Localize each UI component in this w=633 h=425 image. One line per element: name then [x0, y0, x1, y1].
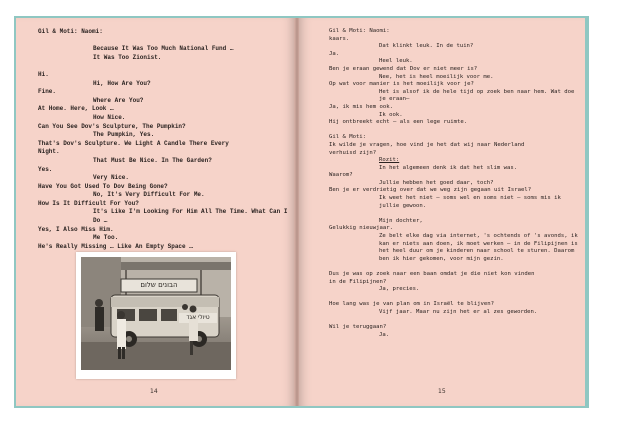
bus-side-text: טיולי אגד	[186, 314, 210, 321]
dialogue-line: kaars.	[329, 35, 350, 42]
answer-line: That Must Be Nice. In The Garden?	[93, 156, 212, 164]
answer-line: Ze belt elke dag via internet, 's ochtends of 's avonds, ik	[379, 233, 578, 240]
dialogue-line: verhuisd zijn?	[329, 149, 377, 156]
answer-line: het heel duur om je kinderen naar school te sturen. Daarom	[379, 248, 575, 255]
answer-line: Very Nice.	[93, 174, 130, 182]
answer-line: kan er niets aan doen, ik moet werken — in de Filipijnen is	[379, 240, 578, 247]
answer-line: Me Too.	[93, 234, 119, 242]
bus-sign-text: הבונים שלום	[140, 281, 178, 289]
answer-line: je eraan–	[379, 96, 410, 103]
answer-line: Ja, precies.	[379, 286, 420, 293]
answer-line: Rozit:	[379, 157, 400, 164]
answer-line: Jullie hebben het goed daar, toch?	[379, 179, 494, 186]
dialogue-line: Ja, ik mis hem ook.	[329, 103, 393, 110]
answer-line: Ik ook.	[379, 111, 403, 118]
answer-line: Vijf jaar. Maar nu zijn het er al zes geworden.	[379, 308, 538, 315]
dialogue-line: Wil je teruggaan?	[329, 324, 387, 331]
dialogue-line: Ik wilde je vragen, hoe vind je het dat wij naar Nederland	[329, 141, 525, 148]
answer-line: It Was Too Zionist.	[93, 53, 162, 61]
dialogue-line: Can You See Dov's Sculpture, The Pumpkin?	[38, 122, 186, 130]
answer-line: Because It Was Too Much National Fund …	[93, 45, 234, 53]
left-page-text	[38, 28, 290, 251]
answer-line: How Nice.	[93, 113, 126, 121]
dialogue-line: Fine.	[38, 88, 57, 96]
dialogue-line: Gil & Moti: Naomi:	[329, 28, 390, 34]
dialogue-line: Yes, I Also Miss Him.	[38, 225, 114, 233]
dialogue-line: Gelukkig nieuwjaar.	[329, 225, 393, 232]
blank-line	[38, 37, 290, 46]
answer-line: jullie gewoon.	[379, 202, 427, 209]
answer-line: In het algemeen denk ik dat het slim was.	[379, 164, 518, 171]
answer-line: Ik weet het niet — soms wel en soms niet — soms mis ik	[379, 195, 561, 202]
answer-line: The Pumpkin, Yes.	[93, 131, 155, 139]
dialogue-line: At Home. Here, Look …	[38, 105, 114, 113]
blank-line	[329, 210, 574, 218]
answer-line: Heel leuk.	[379, 58, 413, 65]
dialogue-line: Night.	[38, 148, 60, 156]
dialogue-line: Ben je er verdrietig over dat we weg zijn gegaan uit Israel?	[329, 187, 532, 194]
dialogue-line: Hi.	[38, 70, 49, 78]
dialogue-line: Yes.	[38, 165, 53, 173]
answer-line: Hi, How Are You?	[93, 79, 151, 87]
blank-line	[329, 317, 574, 325]
right-page	[299, 18, 585, 406]
dialogue-line: That's Dov's Sculpture. We Light A Candle There Every	[38, 139, 229, 147]
dialogue-line: Have You Got Used To Dov Being Gone?	[38, 182, 168, 190]
left-page	[16, 18, 295, 406]
dialogue-line: Gil & Moti: Naomi:	[38, 28, 103, 35]
right-page-text	[329, 28, 578, 339]
blank-line	[329, 263, 574, 271]
dialogue-line: in de Filipijnen?	[329, 278, 387, 285]
answer-line: Nee, het is heel moeilijk voor me.	[379, 73, 494, 80]
answer-line: Dat klinkt leuk. In de tuin?	[379, 43, 474, 50]
dialogue-line: Op wat voor manier is het moeilijk voor je?	[329, 81, 474, 88]
blank-line	[329, 127, 574, 135]
dialogue-line: Ben je eraan gewend dat Dov er niet meer is?	[329, 65, 478, 72]
dialogue-line: How Is It Difficult For You?	[38, 199, 139, 207]
vintage-photo	[76, 252, 236, 379]
blank-line	[329, 294, 574, 302]
answer-line: It's Like I'm Looking For Him All The Time. What Can I	[93, 208, 288, 216]
blank-line	[38, 62, 290, 71]
answer-line: Do …	[93, 217, 108, 225]
dialogue-line: Gil & Moti:	[329, 134, 367, 141]
answer-line: Mijn dochter,	[379, 217, 423, 224]
dialogue-line: Hij ontbreekt echt — als een lege ruimte.	[329, 119, 468, 126]
page-number: 14	[150, 388, 158, 395]
dialogue-line: Hoe lang was je van plan om in Israël te blijven?	[329, 301, 495, 308]
dialogue-line: Ja.	[329, 50, 340, 57]
answer-line: Ja.	[379, 331, 390, 338]
page-number: 15	[438, 388, 446, 395]
answer-line: Het is alsof ik de hele tijd op zoek ben naar hem. Wat doe	[379, 88, 575, 95]
dialogue-line: Dus je was op zoek naar een baan omdat je die niet kon vinden	[329, 271, 535, 277]
answer-line: ben ik hier gekomen, voor mijn gezin.	[379, 255, 504, 262]
answer-line: No, It's Very Difficult For Me.	[93, 191, 205, 199]
dialogue-line: Waarom?	[329, 172, 353, 179]
answer-line: Where Are You?	[93, 96, 144, 104]
photo-image	[81, 257, 231, 370]
dialogue-line: He's Really Missing … Like An Empty Space …	[38, 242, 193, 250]
